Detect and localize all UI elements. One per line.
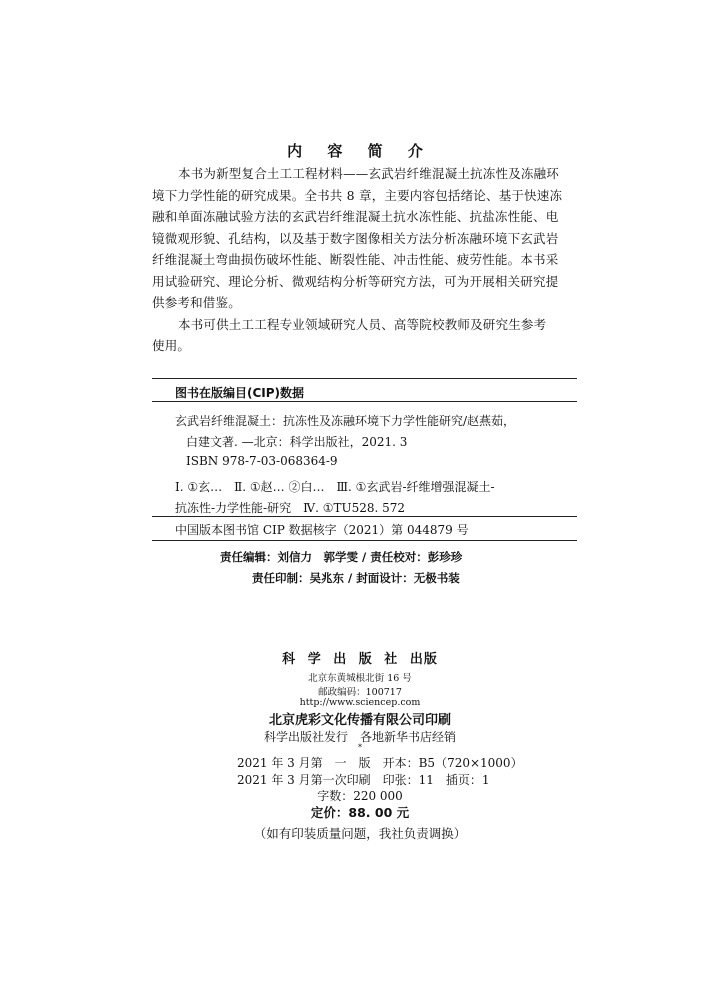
cip-isbn: ISBN 978-7-03-068364-9 <box>186 454 338 468</box>
price: 定价：88. 00 元 <box>310 805 410 820</box>
cip-bottom-rule <box>152 540 577 541</box>
publisher-name: 科 学 出 版 社 <box>282 652 402 667</box>
abstract-line: 融和单面冻融试验方法的玄武岩纤维混凝土抗水冻性能、抗盐冻性能、电 <box>152 209 559 224</box>
publisher-address: 北京东黄城根北街 16 号 <box>308 673 412 684</box>
cip-heading-rule <box>152 401 577 402</box>
publisher-website: http://www.sciencep.com <box>299 697 421 708</box>
abstract-line: 本书为新型复合土工工程材料——玄武岩纤维混凝土抗冻性及冻融环 <box>178 166 560 181</box>
abstract-paragraph-2 <box>152 314 577 357</box>
abstract-line: 境下力学性能的研究成果。全书共 8 章，主要内容包括绪论、基于快速冻 <box>152 187 563 203</box>
editors-credit: 责任编辑：刘信力 郭学雯 / 责任校对：彭珍珍 <box>220 550 463 564</box>
cip-verification-rule <box>152 516 577 517</box>
cip-top-rule <box>152 378 577 379</box>
cip-heading: 图书在版编目(CIP)数据 <box>175 386 305 400</box>
cip-verification: 中国版本图书馆 CIP 数据核字（2021）第 044879 号 <box>175 523 469 537</box>
abstract-line: 纤维混凝土弯曲损伤破坏性能、断裂性能、冲击性能、疲劳性能。本书采 <box>152 252 559 267</box>
printer-line: 北京虎彩文化传播有限公司印刷 <box>268 713 451 728</box>
abstract-paragraph-1 <box>152 163 577 314</box>
edition-line: 2021 年 3 月第 一 版 开本：B5（720×1000） <box>237 756 523 770</box>
word-count: 字数：220 000 <box>317 789 403 803</box>
abstract-line: 镜微观形貌、孔结构，以及基于数字图像相关方法分析冻融环境下玄武岩 <box>152 230 559 246</box>
abstract-line: 用试验研究、理论分析、微观结构分析等研究方法，可为开展相关研究提 <box>152 273 559 289</box>
abstract-body <box>152 163 577 357</box>
distribution-line: 科学出版社发行 各地新华书店经销 <box>263 730 456 744</box>
cip-classification-line: Ⅰ. ①玄… Ⅱ. ①赵… ②白… Ⅲ. ①玄武岩-纤维增强混凝土- <box>175 480 495 494</box>
abstract-line: 使用。 <box>152 338 191 353</box>
cip-record-line: 玄武岩纤维混凝土：抗冻性及冻融环境下力学性能研究/赵燕茹， <box>175 414 516 428</box>
separator-asterisk: * <box>358 743 362 752</box>
publisher-line <box>0 648 720 667</box>
abstract-title: 内 容 简 介 <box>287 142 433 160</box>
quality-notice: （如有印装质量问题，我社负责调换） <box>253 826 467 841</box>
printing-credit: 责任印制：吴兆东 / 封面设计：无极书装 <box>252 571 460 585</box>
printing-line: 2021 年 3 月第一次印刷 印张：11 插页：1 <box>237 773 490 787</box>
abstract-line: 本书可供土工工程专业领域研究人员、高等院校教师及研究生参考 <box>178 316 547 332</box>
abstract-line: 供参考和借鉴。 <box>152 295 241 310</box>
cip-record-line: 白建文著. —北京：科学出版社，2021. 3 <box>186 435 408 449</box>
cip-classification-line: 抗冻性-力学性能-研究 Ⅳ. ①TU528. 572 <box>175 501 406 515</box>
publisher-postcode: 邮政编码：100717 <box>318 687 402 698</box>
publisher-suffix: 出版 <box>409 652 438 667</box>
